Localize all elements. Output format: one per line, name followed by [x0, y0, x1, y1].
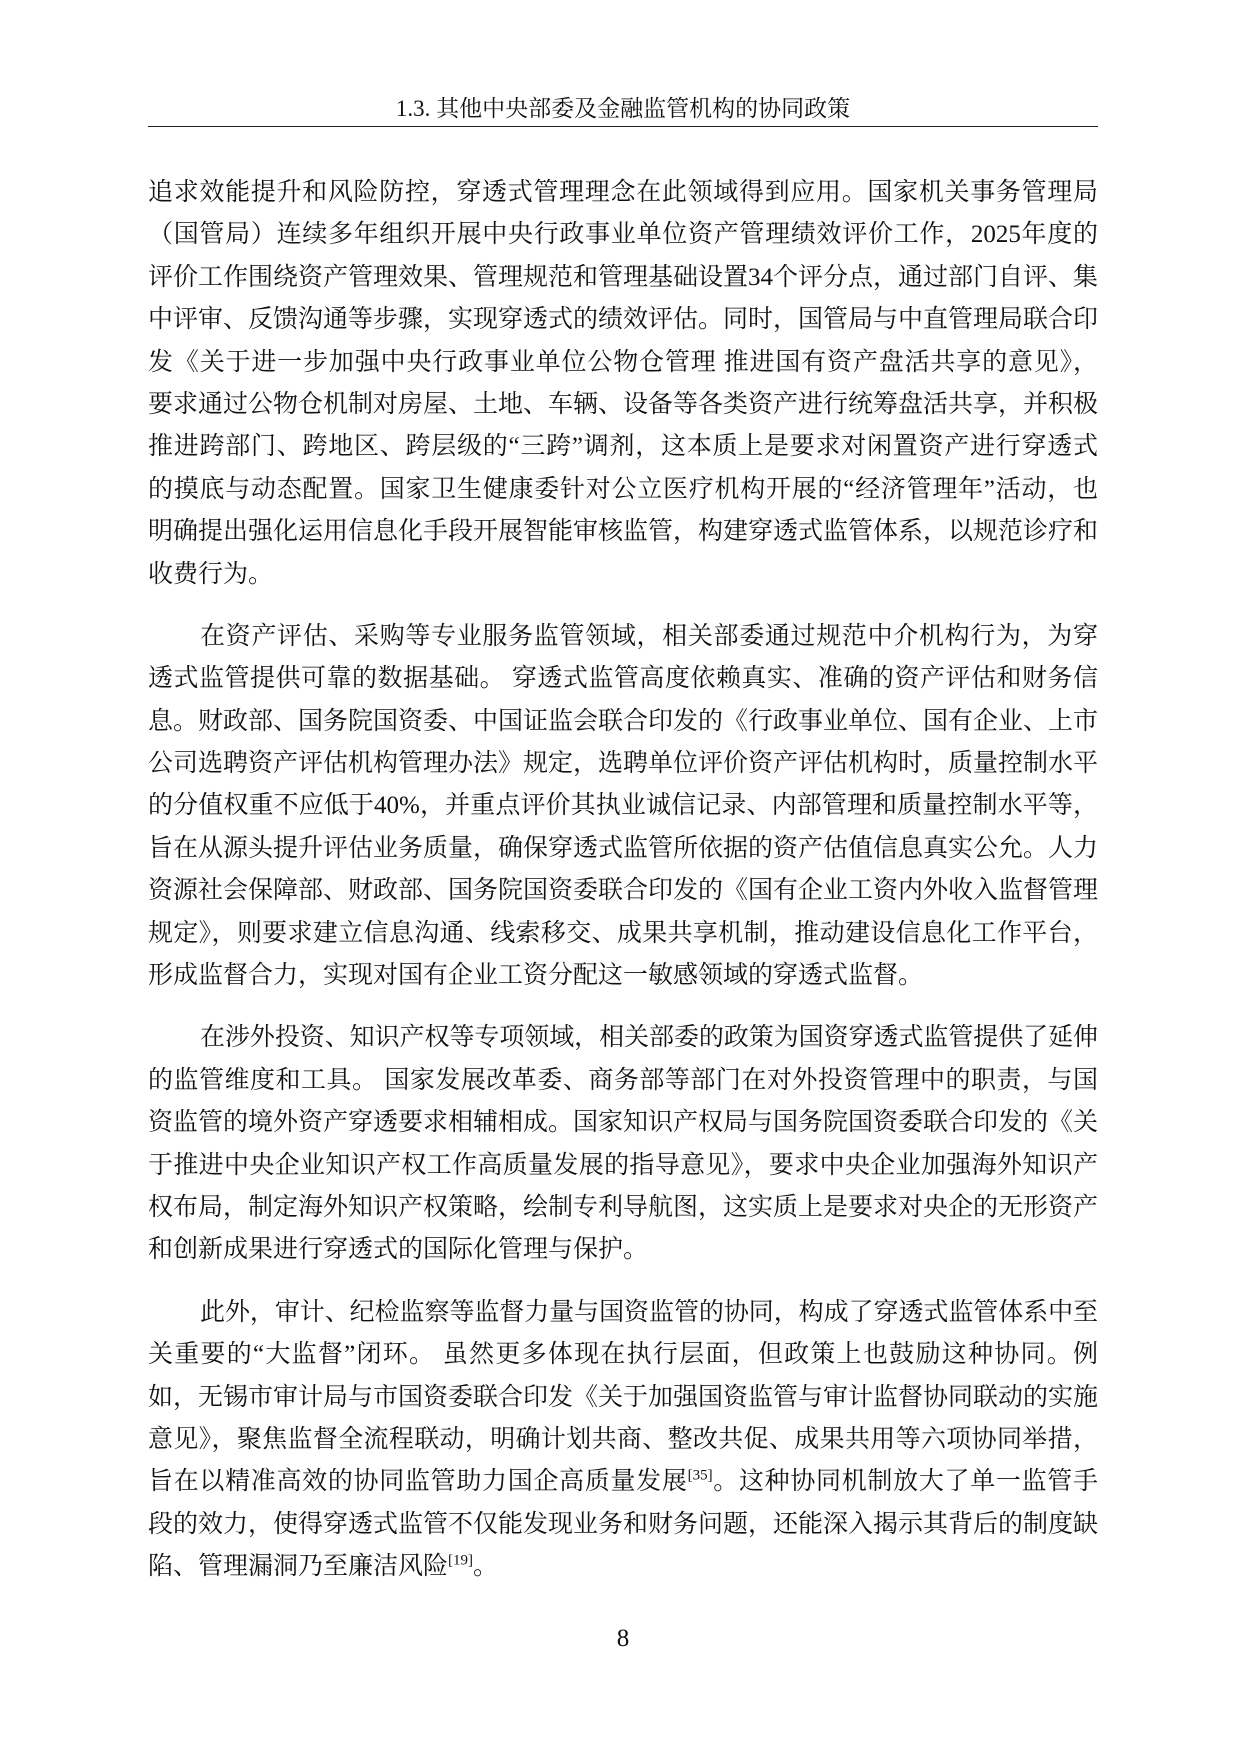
body-text	[148, 172, 1098, 1589]
paragraph	[148, 616, 1098, 998]
text-line: 息。财政部、国务院国资委、中国证监会联合印发的《行政事业单位、国有企业、上市	[148, 707, 1099, 735]
text-line: 的摸底与动态配置。国家卫生健康委针对公立医疗机构开展的“经济管理年”活动，也	[148, 475, 1098, 503]
text-line	[148, 1546, 1098, 1588]
text-line: 段的效力，使得穿透式监管不仅能发现业务和财务问题，还能深入揭示其背后的制度缺	[148, 1510, 1099, 1538]
text-line: 的监管维度和工具。 国家发展改革委、商务部等部门在对外投资管理中的职责，与国	[148, 1066, 1098, 1094]
text-line: 意见》，聚焦监督全流程联动，明确计划共商、整改共促、成果共用等六项协同举措，	[148, 1425, 1098, 1453]
text-line: 公司选聘资产评估机构管理办法》规定，选聘单位评价资产评估机构时，质量控制水平	[148, 750, 1099, 778]
text-line: 中评审、反馈沟通等步骤，实现穿透式的绩效评估。同时，国管局与中直管理局联合印	[148, 306, 1099, 334]
text-line: 和创新成果进行穿透式的国际化管理与保护。	[148, 1236, 649, 1264]
text-line: 关重要的“大监督”闭环。 虽然更多体现在执行层面，但政策上也鼓励这种协同。例	[148, 1341, 1098, 1369]
citation-marker: [35]	[687, 1468, 713, 1484]
text-line: 评价工作围绕资产管理效果、管理规范和管理基础设置34个评分点，通过部门自评、集	[148, 263, 1099, 291]
text-line: 透式监管提供可靠的数据基础。 穿透式监管高度依赖真实、准确的资产评估和财务信	[148, 665, 1098, 693]
text-segment: 。	[473, 1553, 499, 1581]
paragraph	[148, 172, 1098, 596]
text-line: 的分值权重不应低于40%，并重点评价其执业诚信记录、内部管理和质量控制水平等，	[148, 792, 1098, 820]
text-line: 收费行为。	[148, 560, 274, 588]
text-line: 资监管的境外资产穿透要求相辅相成。国家知识产权局与国务院国资委联合印发的《关	[148, 1109, 1099, 1137]
text-line: 发《关于进一步加强中央行政事业单位公物仓管理 推进国有资产盘活共享的意见》，	[148, 348, 1098, 376]
text-line: 权布局，制定海外知识产权策略，绘制专利导航图，这实质上是要求对央企的无形资产	[148, 1193, 1099, 1221]
text-line: 旨在从源头提升评估业务质量，确保穿透式监管所依据的资产估值信息真实公允。人力	[148, 834, 1099, 862]
text-line: 推进跨部门、跨地区、跨层级的“三跨”调剂，这本质上是要求对闲置资产进行穿透式	[148, 433, 1098, 461]
text-line: 此外，审计、纪检监察等监督力量与国资监管的协同，构成了穿透式监管体系中至	[200, 1298, 1098, 1326]
text-line: 在资产评估、采购等专业服务监管领域，相关部委通过规范中介机构行为，为穿	[200, 622, 1098, 650]
header-rule	[148, 126, 1098, 127]
text-line: （国管局）连续多年组织开展中央行政事业单位资产管理绩效评价工作，2025年度的	[148, 221, 1098, 249]
citation-marker: [19]	[448, 1552, 474, 1569]
text-segment: 旨在以精准高效的协同监管助力国企高质量发展	[148, 1468, 688, 1496]
text-line: 如，无锡市审计局与市国资委联合印发《关于加强国资监管与审计监督协同联动的实施	[148, 1383, 1099, 1411]
paragraph	[148, 1292, 1098, 1589]
text-line: 规定》，则要求建立信息沟通、线索移交、成果共享机制，推动建设信息化工作平台，	[148, 919, 1098, 947]
text-line: 资源社会保障部、财政部、国务院国资委联合印发的《国有企业工资内外收入监督管理	[148, 877, 1099, 905]
text-line: 在涉外投资、知识产权等专项领域，相关部委的政策为国资穿透式监管提供了延伸	[200, 1024, 1098, 1052]
paragraph	[148, 1017, 1098, 1271]
text-segment: 陷、管理漏洞乃至廉洁风险	[148, 1553, 449, 1581]
text-line: 追求效能提升和风险防控，穿透式管理理念在此领域得到应用。国家机关事务管理局	[148, 179, 1098, 206]
page-number: 8	[616, 1625, 630, 1652]
text-segment: 。这种协同机制放大了单一监管手	[712, 1468, 1098, 1496]
text-line	[148, 1461, 1098, 1503]
text-line: 要求通过公物仓机制对房屋、土地、车辆、设备等各类资产进行统筹盘活共享，并积极	[148, 390, 1099, 418]
text-line: 形成监督合力，实现对国有企业工资分配这一敏感领域的穿透式监督。	[148, 962, 924, 990]
text-line: 于推进中央企业知识产权工作高质量发展的指导意见》，要求中央企业加强海外知识产	[148, 1151, 1098, 1179]
running-header: 1.3. 其他中央部委及金融监管机构的协同政策	[395, 96, 851, 121]
text-line: 明确提出强化运用信息化手段开展智能审核监管，构建穿透式监管体系，以规范诊疗和	[148, 518, 1099, 546]
